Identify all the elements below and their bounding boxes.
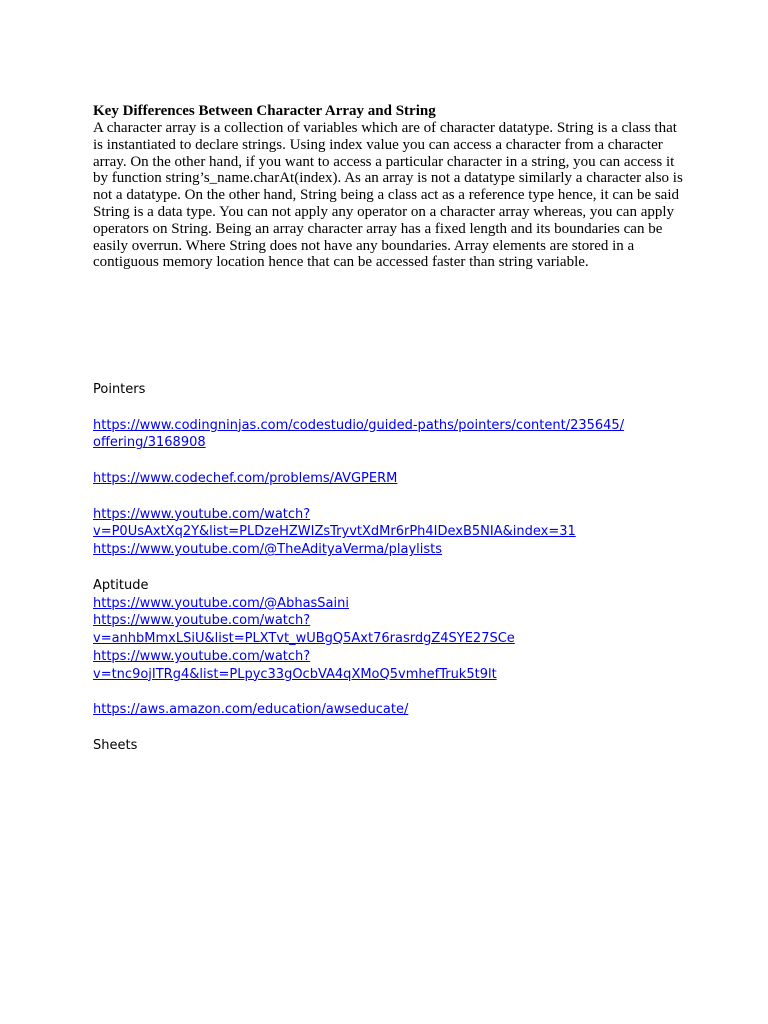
aptitude-link-youtube-watch-2[interactable]: https://www.youtube.com/watch? v=tnc9ojITRg4&list=PLpyc33gOcbVA4qXMoQ5vmhefTruk5t9lt: [93, 648, 497, 682]
aptitude-link-youtube-watch-1[interactable]: https://www.youtube.com/watch? v=anhbMmxLSiU&list=PLXTvt_wUBgQ5Axt76rasrdgZ4SYE27SCe: [93, 613, 515, 647]
sheets-label: Sheets: [93, 737, 138, 753]
article-body: A character array is a collection of variables which are of character datatype. String is a class that is instantiated to declare strings. Using index value you can access a character from a character array. On the other hand, if you want to access a particular character in a string, you can access it by function string’s_name.charAt(index). As an array is not a datatype similarly a character also is not a datatype. On the other hand, String being a class act as a reference type hence, it can be said String is a data type. You can not apply any operator on a character array whereas, you can apply operators on String. Being an array character array has a fixed length and its boundaries can be easily overrun. Where String does not have any boundaries. Array elements are stored in a contiguous memory location hence that can be accessed faster than string variable.: [93, 120, 683, 271]
spacer: [93, 399, 693, 417]
spacer: [93, 488, 693, 506]
spacer: [93, 719, 693, 737]
aptitude-label: Aptitude: [93, 577, 149, 593]
pointers-link-youtube-watch[interactable]: https://www.youtube.com/watch? v=P0UsAxtXq2Y&list=PLDzeHZWIZsTryvtXdMr6rPh4IDexB5NIA&index=31: [93, 506, 576, 540]
article-heading: Key Differences Between Character Array and String: [93, 103, 436, 119]
resource-links-section: [93, 381, 693, 755]
pointers-link-codechef[interactable]: https://www.codechef.com/problems/AVGPERM: [93, 470, 398, 486]
pointers-label: Pointers: [93, 382, 146, 397]
spacer: [93, 452, 693, 470]
article-section: [93, 102, 683, 271]
spacer: [93, 559, 693, 577]
pointers-link-youtube-playlists[interactable]: https://www.youtube.com/@TheAdityaVerma/playlists: [93, 542, 443, 558]
pointers-link-codingninjas[interactable]: https://www.codingninjas.com/codestudio/guided-paths/pointers/content/235645/ offering/3168908: [93, 417, 625, 451]
aptitude-link-aws-educate[interactable]: https://aws.amazon.com/education/awseducate/: [93, 702, 409, 718]
aptitude-link-abhas-saini[interactable]: https://www.youtube.com/@AbhasSaini: [93, 595, 349, 611]
spacer: [93, 684, 693, 702]
